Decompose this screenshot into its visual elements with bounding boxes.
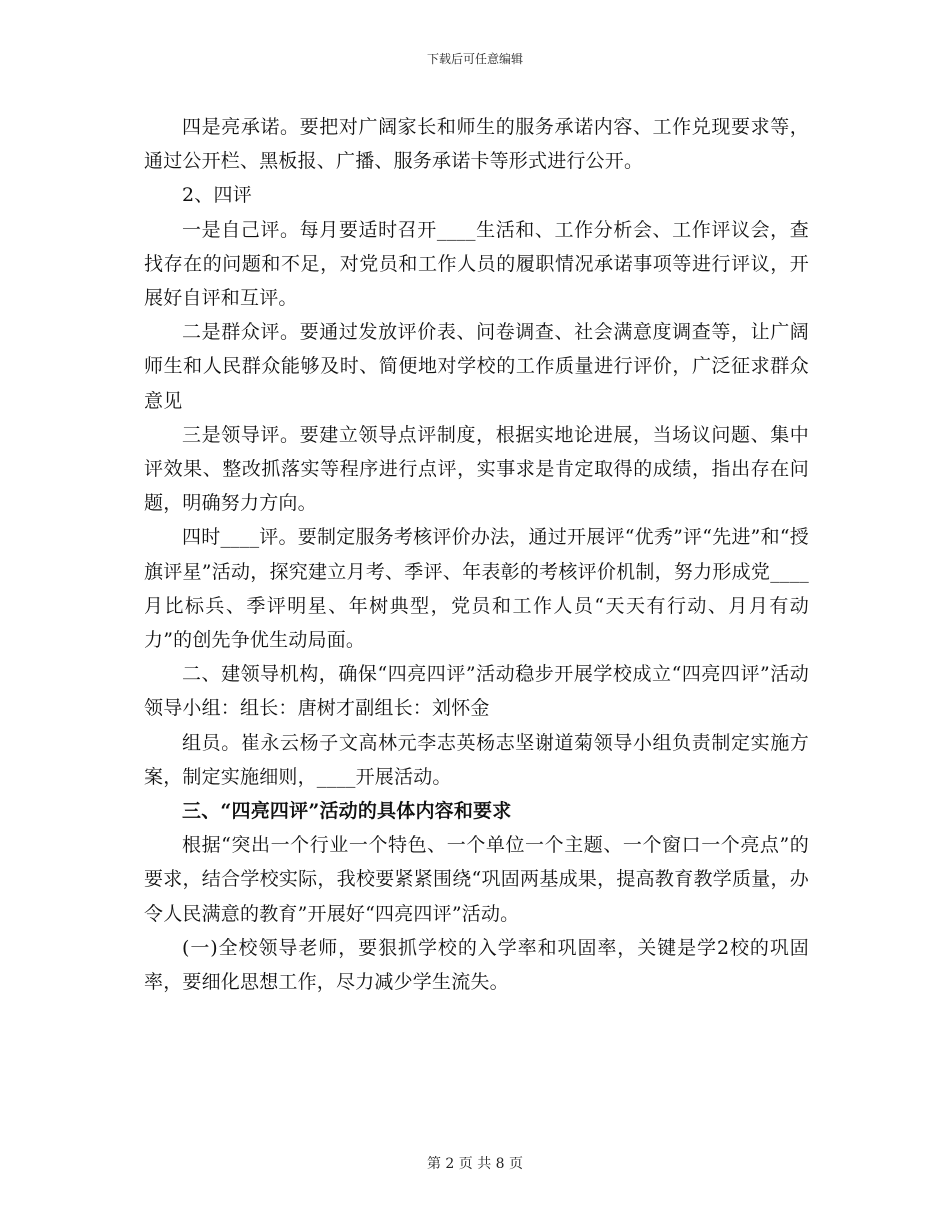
paragraph-leader-evaluation: 三是领导评。要建立领导点评制度，根据实地论进展，当场议问题、集中评效果、整改抓落实等程序进行点评，实事求是肯定取得的成绩，指出存在问题，明确努力方向。 [144,423,809,515]
paragraph-periodic-evaluation: 四时____评。要制定服务考核评价办法，通过开展评“优秀”评“先进”和“授旗评星”活动，探究建立月考、季评、年表彰的考核评价机制，努力形成党____月比标兵、季评明星、年树典型，党员和工作人员“天天有行动、月月有动力”的创先争优生动局面。 [144,526,809,652]
section-heading-three: 三、“四亮四评”活动的具体内容和要求 [182,800,512,823]
paragraph-public-evaluation: 二是群众评。要通过发放评价表、问卷调查、社会满意度调查等，让广阔师生和人民群众能够及时、简便地对学校的工作质量进行评价，广泛征求群众意见 [144,321,809,412]
page-footer: 第 2 页 共 8 页 [426,1156,524,1172]
page-header: 下载后可任意编辑 [426,52,523,66]
section-four-evaluations: 2、四评 [182,184,252,207]
paragraph-item-one: (一)全校领导老师，要狠抓学校的入学率和巩固率，关键是学2校的巩固率，要细化思想工作，尽力减少学生流失。 [144,936,809,994]
paragraph-leadership-group: 二、建领导机构，确保“四亮四评”活动稳步开展学校成立“四亮四评”活动领导小组：组长：唐树才副组长：刘怀金 [144,663,809,720]
document-body [144,110,809,999]
paragraph-requirements: 根据“突出一个行业一个特色、一个单位一个主题、一个窗口一个亮点”的要求，结合学校实际，我校要紧紧围绕“巩固两基成果，提高教育教学质量，办令人民满意的教育”开展好“四亮四评”活动。 [144,834,809,925]
paragraph-group-members: 组员。崔永云杨子文高林元李志英杨志坚谢道菊领导小组负责制定实施方案，制定实施细则，____开展活动。 [144,731,809,788]
paragraph-self-evaluation: 一是自己评。每月要适时召开____生活和、工作分析会、工作评议会，查找存在的问题和不足，对党员和工作人员的履职情况承诺事项等进行评议，开展好自评和互评。 [144,218,809,310]
paragraph-promise: 四是亮承诺。要把对广阔家长和师生的服务承诺内容、工作兑现要求等，通过公开栏、黑板报、广播、服务承诺卡等形式进行公开。 [144,116,809,173]
